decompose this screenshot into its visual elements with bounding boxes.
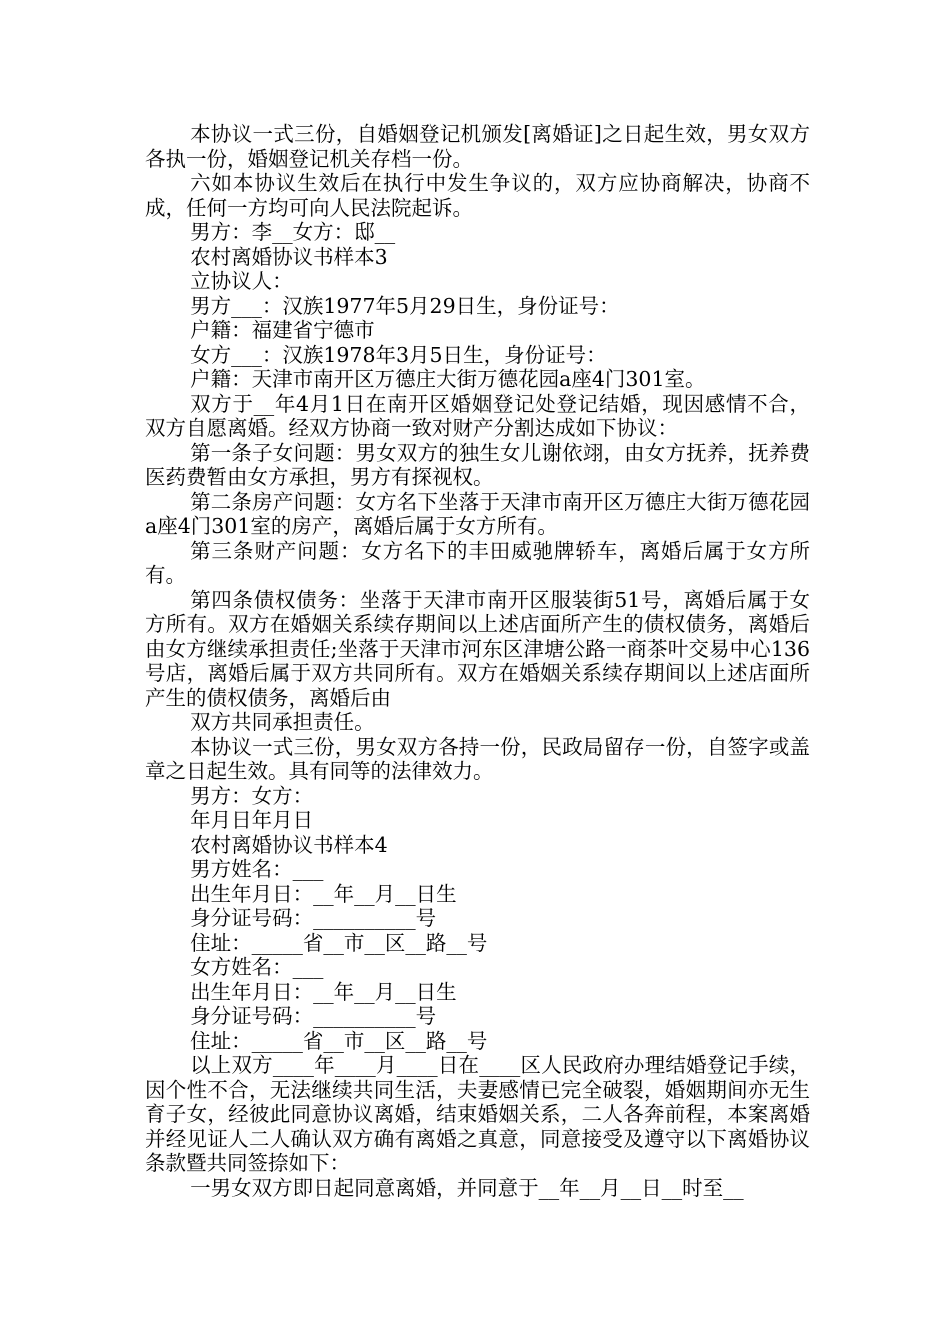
paragraph-copies-effect: 本协议一式三份，男女双方各持一份，民政局留存一份，自签字或盖章之日起生效。具有同等的法律效力。 xyxy=(145,734,810,783)
wife-name-field: 女方姓名：___ xyxy=(190,955,324,979)
husband-info: 男方___：汉族1977年5月29日生，身份证号： xyxy=(190,293,620,318)
signature-line-2: 男方：女方： xyxy=(190,783,314,808)
date-line: 年月日年月日 xyxy=(190,808,314,832)
article-one-start: 一男女双方即日起同意离婚，并同意于__年__月__日__时至__ xyxy=(190,1175,744,1200)
wife-household: 户籍：天津市南开区万德庄大街万德花园a座4门301室。 xyxy=(190,367,706,391)
section-title-sample-3: 农村离婚协议书样本3 xyxy=(190,244,388,269)
article-children: 第一条子女问题：男女双方的独生女儿谢依翊，由女方抚养，抚养费医药费暂由女方承担，男方有探视权。 xyxy=(145,440,810,489)
husband-address-field: 住址：_____省__市__区__路__号 xyxy=(190,930,488,955)
wife-id-field: 身分证号码：__________号 xyxy=(190,1004,437,1028)
section-title-sample-4: 农村离婚协议书样本4 xyxy=(190,832,388,857)
article-debts: 第四条债权债务：坐落于天津市南开区服装街51号，离婚后属于女方所有。双方在婚姻关系续存期间以上述店面所产生的债权债务，离婚后由女方继续承担责任;坐落于天津市河东区津塘公路一商茶叶交易中心136号店，离婚后属于双方共同所有。双方在婚姻关系续存期间以上述店面所产生的债权债务，离婚后由 xyxy=(145,587,810,710)
paragraph-marriage-registration: 双方于__年4月1日在南开区婚姻登记处登记结婚，现因感情不合，双方自愿离婚。经双方协商一致对财产分割达成如下协议： xyxy=(145,391,810,440)
wife-info: 女方___：汉族1978年3月5日生，身份证号： xyxy=(190,342,607,367)
article-debts-continued: 双方共同承担责任。 xyxy=(190,710,375,734)
husband-birthdate-field: 出生年月日：__年__月__日生 xyxy=(190,881,457,906)
article-property: 第三条财产问题：女方名下的丰田威驰牌轿车，离婚后属于女方所有。 xyxy=(145,538,810,587)
document-body xyxy=(145,122,810,1200)
wife-birthdate-field: 出生年月日：__年__月__日生 xyxy=(190,979,457,1004)
article-housing: 第二条房产问题：女方名下坐落于天津市南开区万德庄大街万德花园a座4门301室的房产，离婚后属于女方所有。 xyxy=(145,489,810,538)
signature-line: 男方：李__女方：邸__ xyxy=(190,220,396,244)
husband-id-field: 身分证号码：__________号 xyxy=(190,906,437,930)
wife-address-field: 住址：_____省__市__区__路__号 xyxy=(190,1028,488,1053)
husband-name-field: 男方姓名：___ xyxy=(190,857,324,881)
paragraph-dispute-resolution: 六如本协议生效后在执行中发生争议的，双方应协商解决，协商不成，任何一方均可向人民法院起诉。 xyxy=(145,171,810,220)
paragraph-agreement-preamble: 以上双方____年____月____日在____区人民政府办理结婚登记手续，因个性不合，无法继续共同生活，夫妻感情已完全破裂，婚姻期间亦无生育子女，经彼此同意协议离婚，结束婚姻关系，二人各奔前程，本案离婚并经见证人二人确认双方确有离婚之真意，同意接受及遵守以下离婚协议条款暨共同签捺如下： xyxy=(145,1053,810,1175)
parties-label: 立协议人： xyxy=(190,269,293,293)
husband-household: 户籍：福建省宁德市 xyxy=(190,318,375,342)
paragraph-copies-validity: 本协议一式三份，自婚姻登记机颁发[离婚证]之日起生效，男女双方各执一份，婚姻登记机关存档一份。 xyxy=(145,122,810,171)
